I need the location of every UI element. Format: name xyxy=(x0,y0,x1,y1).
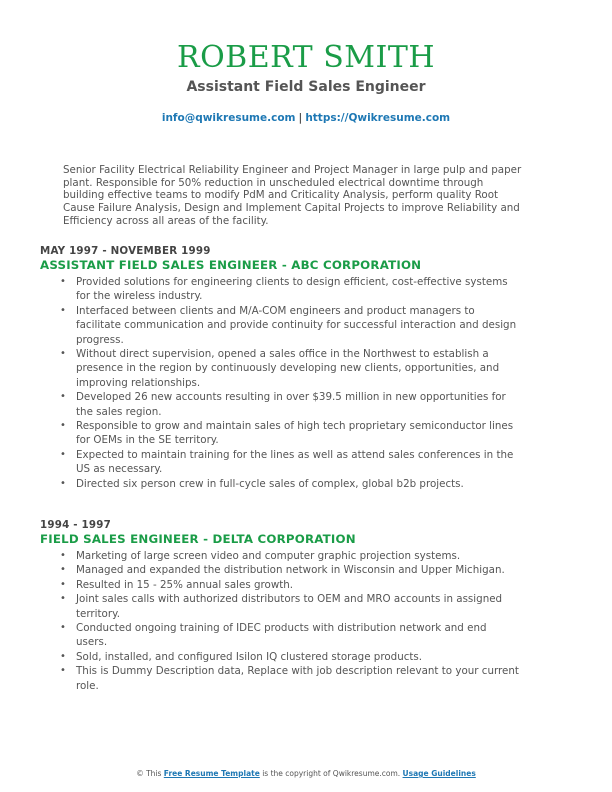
footer-prefix: © This xyxy=(136,769,162,778)
bullet-icon: • xyxy=(60,564,66,576)
experience-entry-delta xyxy=(40,519,540,693)
bullet-text: Conducted ongoing training of IDEC products with distribution network and end users. xyxy=(76,622,487,649)
bullet-text: Directed six person crew in full-cycle sales of complex, global b2b projects. xyxy=(76,477,464,490)
bullet-text: Joint sales calls with authorized distributors to OEM and MRO accounts in assigned territory. xyxy=(76,593,503,620)
bullet-text: Provided solutions for engineering clients to design efficient, cost-effective systems for the wireless industry. xyxy=(76,276,508,303)
candidate-title: Assistant Field Sales Engineer xyxy=(186,79,426,95)
bullet-text: Managed and expanded the distribution network in Wisconsin and Upper Michigan. xyxy=(76,564,505,577)
bullet-icon: • xyxy=(60,448,66,460)
bullet-text: Sold, installed, and configured Isilon IQ clustered storage products. xyxy=(76,650,423,663)
bullet-icon: • xyxy=(60,578,66,590)
job-heading: FIELD SALES ENGINEER - DELTA CORPORATION xyxy=(40,532,356,546)
bullet-icon: • xyxy=(60,550,66,561)
free-resume-template-link[interactable]: Free Resume Template xyxy=(163,769,260,778)
website-link[interactable]: https://Qwikresume.com xyxy=(305,112,451,124)
bullet-icon: • xyxy=(60,420,66,432)
bullet-text: Expected to maintain training for the lines as well as attend sales conferences in the US as necessary. xyxy=(76,448,514,476)
job-bullet xyxy=(40,275,520,304)
bullet-text: Interfaced between clients and M/A-COM engineers and product managers to facilitate communication and provide continuity for successful interaction and design progress. xyxy=(76,304,517,346)
footer-copyright-text: is the copyright of Qwikresume.com. xyxy=(262,769,401,778)
job-bullet xyxy=(40,563,520,577)
job-bullet xyxy=(40,592,520,621)
bullet-icon: • xyxy=(60,276,66,287)
job-bullet xyxy=(40,304,520,347)
job-bullet-list xyxy=(40,549,540,693)
bullet-icon: • xyxy=(60,665,66,677)
job-bullet xyxy=(40,419,520,448)
job-bullet xyxy=(40,390,520,419)
job-bullet-list xyxy=(40,275,540,491)
bullet-icon: • xyxy=(60,650,66,662)
experience-entry-abc xyxy=(40,245,540,491)
job-dates: 1994 - 1997 xyxy=(40,519,111,531)
bullet-icon: • xyxy=(60,477,66,489)
contact-separator: | xyxy=(298,112,303,124)
job-bullet xyxy=(40,448,520,477)
bullet-icon: • xyxy=(60,593,66,605)
job-bullet xyxy=(40,549,520,563)
job-bullet xyxy=(40,621,520,650)
email-link[interactable]: info@qwikresume.com xyxy=(161,112,296,124)
footer xyxy=(0,769,612,779)
bullet-icon: • xyxy=(60,304,66,316)
bullet-text: Without direct supervision, opened a sales office in the Northwest to establish a presence in the region by continuously developing new clients, opportunities, and improving relationships. xyxy=(76,348,500,389)
job-bullet xyxy=(40,650,520,664)
job-bullet xyxy=(40,578,520,592)
job-bullet xyxy=(40,477,520,491)
bullet-text: This is Dummy Description data, Replace with job description relevant to your current role. xyxy=(76,665,519,692)
bullet-text: Resulted in 15 - 25% annual sales growth. xyxy=(76,578,294,591)
usage-guidelines-link[interactable]: Usage Guidelines xyxy=(402,769,476,778)
summary-paragraph: Senior Facility Electrical Reliability Engineer and Project Manager in large pulp and paper plant. Responsible for 50% reduction in unscheduled electrical downtime through building effective teams to modify PdM and Criticality Analysis, perform quality Root Cause Failure Analysis, Design and Implement Capital Projects to improve Reliability and Efficiency across all areas of the facility. xyxy=(63,164,522,227)
job-heading: ASSISTANT FIELD SALES ENGINEER - ABC CORPORATION xyxy=(40,258,422,272)
bullet-text: Developed 26 new accounts resulting in over $39.5 million in new opportunities for the sales region. xyxy=(76,391,506,418)
job-bullet xyxy=(40,664,520,693)
candidate-name: ROBERT SMITH xyxy=(176,40,436,75)
contact-line xyxy=(0,111,612,125)
job-bullet xyxy=(40,347,520,390)
bullet-icon: • xyxy=(60,391,66,403)
bullet-icon: • xyxy=(60,622,66,634)
bullet-icon: • xyxy=(60,348,66,360)
bullet-text: Responsible to grow and maintain sales of high tech proprietary semiconductor lines for OEMs in the SE territory. xyxy=(76,420,514,447)
job-dates: MAY 1997 - NOVEMBER 1999 xyxy=(40,245,211,257)
bullet-text: Marketing of large screen video and computer graphic projection systems. xyxy=(76,550,461,562)
